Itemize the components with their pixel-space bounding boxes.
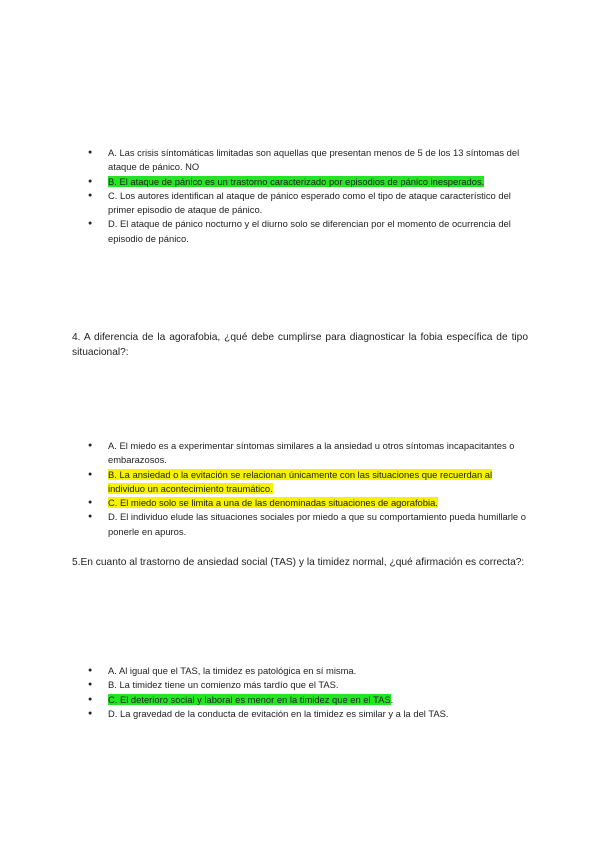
option-c: [88, 189, 528, 218]
question3-options: [88, 146, 528, 246]
option-b: [88, 678, 528, 692]
option-b: [88, 468, 528, 497]
option-c: [88, 693, 528, 707]
option-b: [88, 175, 528, 189]
option-a: [88, 664, 528, 678]
question5-text: 5.En cuanto al trastorno de ansiedad social (TAS) y la timidez normal, ¿qué afirmación es correcta?:: [72, 557, 525, 568]
option-a: [88, 146, 528, 175]
option-trailing-period: .: [390, 693, 394, 705]
option-text: C. Los autores identifican al ataque de pánico esperado como el tipo de ataque característico del primer episodio de ataque de pánico.: [108, 189, 511, 216]
option-text: A. Al igual que el TAS, la timidez es patológica en sí misma.: [108, 665, 357, 676]
question4-text: 4. A diferencia de la agorafobia, ¿qué debe cumplirse para diagnosticar la fobia específica de tipo situacional?:: [72, 332, 528, 358]
option-text: A. Las crisis síntomáticas limitadas son aquellas que presentan menos de 5 de los 13 síntomas del ataque de pánico. NO: [108, 147, 520, 173]
option-text: D. La gravedad de la conducta de evitación en la timidez es similar y a la del TAS.: [108, 707, 449, 719]
option-d: [88, 707, 528, 721]
option-text-highlighted: C. El deterioro social y laboral es menor en la timidez que en el TAS: [108, 693, 391, 705]
option-text: D. El ataque de pánico nocturno y el diurno solo se diferencian por el momento de ocurrencia del episodio de pánico.: [108, 218, 511, 244]
option-d: [88, 217, 528, 246]
question4-options: [88, 439, 528, 539]
option-text: B. La timidez tiene un comienzo más tardío que el TAS.: [108, 679, 339, 691]
option-text-highlighted: B. La ansiedad o la evitación se relacionan únicamente con las situaciones que recuerdan al individuo un acontecimiento traumático.: [108, 468, 493, 494]
option-text-highlighted: B. El ataque de pánico es un trastorno caracterizado por episodios de pánico inesperados.: [108, 175, 485, 187]
option-text-highlighted: C. El miedo solo se limita a una de las denominadas situaciones de agorafobia.: [108, 497, 438, 509]
option-text: A. El miedo es a experimentar síntomas similares a la ansiedad u otros síntomas incapacitantes o embarazosos.: [108, 440, 515, 466]
question5-options: [88, 664, 528, 721]
option-d: [88, 510, 528, 539]
option-text: D. El individuo elude las situaciones sociales por miedo a que su comportamiento pueda humillarle o ponerle en apuros.: [108, 511, 526, 537]
option-a: [88, 439, 528, 468]
option-c: [88, 496, 528, 510]
